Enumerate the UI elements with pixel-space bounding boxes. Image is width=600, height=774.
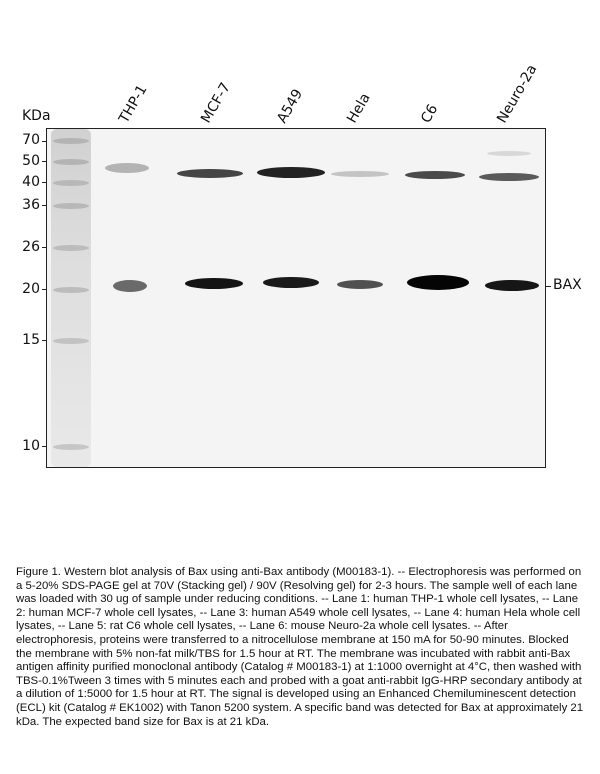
ladder-band — [53, 338, 89, 344]
bax-band-lane5 — [407, 275, 469, 290]
bax-band-lane2 — [185, 278, 243, 289]
lane-label-mcf7: MCF-7 — [198, 80, 234, 126]
bax-band-lane3 — [263, 277, 319, 288]
lane-label-a549: A549 — [274, 86, 307, 126]
bax-band-lane4 — [337, 280, 383, 289]
marker-label: 15 — [22, 332, 40, 348]
bax-band-lane1 — [113, 280, 147, 292]
ladder-band — [53, 159, 89, 165]
marker-label: 10 — [22, 438, 40, 454]
lane-label-neuro2a: Neuro-2a — [494, 61, 541, 126]
ladder-band — [53, 138, 89, 144]
marker-label: 26 — [22, 239, 40, 255]
ladder-band — [53, 180, 89, 186]
faint-band-lane6 — [487, 151, 531, 156]
ladder-band — [53, 203, 89, 209]
ladder-band — [53, 444, 89, 450]
ladder-band — [53, 245, 89, 251]
bax-label: BAX — [553, 277, 582, 293]
marker-label: 70 — [22, 132, 40, 148]
marker-label: 36 — [22, 197, 40, 213]
kda-axis-title: KDa — [22, 108, 51, 124]
upper-band-lane2 — [177, 169, 243, 178]
upper-band-lane6 — [479, 173, 539, 181]
upper-band-lane5 — [405, 171, 465, 179]
marker-label: 50 — [22, 153, 40, 169]
lane-label-c6: C6 — [418, 101, 442, 126]
figure-caption: Figure 1. Western blot analysis of Bax using anti-Bax antibody (M00183-1). -- Electrophoresis was performed on a 5-20% SDS-PAGE gel at 70V (Stacking gel) / 90V (Resolving gel) for 2-3 hours. The sample well of each lane was loaded with 30 ug of sample under reducing conditions. -- Lane 1: human THP-1 whole cell lysates, -- Lane 2: human MCF-7 whole cell lysates, -- Lane 3: human A549 whole cell lysates, -- Lane 4: human Hela whole cell lysates, -- Lane 5: rat C6 whole cell lysates, -- Lane 6: mouse Neuro-2a whole cell lysates. -- After electrophoresis, proteins were transferred to a nitrocellulose membrane at 150 mA for 50-90 minutes. Blocked the membrane with 5% non-fat milk/TBS for 1.5 hour at RT. The membrane was incubated with rabbit anti-Bax antigen affinity purified monoclonal antibody (Catalog # M00183-1) at 1:1000 overnight at 4°C, then washed with TBS-0.1%Tween 3 times with 5 minutes each and probed with a goat anti-rabbit IgG-HRP secondary antibody at a dilution of 1:5000 for 1.5 hour at RT. The signal is developed using an Enhanced Chemiluminescent detection (ECL) kit (Catalog # EK1002) with Tanon 5200 system. A specific band was detected for Bax at approximately 21 kDa. The expected band size for Bax is at 21 kDa. — [16, 566, 584, 728]
marker-label: 20 — [22, 281, 40, 297]
lane-label-hela: Hela — [344, 90, 374, 126]
upper-band-lane3 — [257, 167, 325, 178]
bax-band-lane6 — [485, 280, 539, 291]
upper-band-lane4 — [331, 171, 389, 177]
upper-band-lane1 — [105, 163, 149, 173]
blot-membrane — [46, 128, 546, 468]
bax-pointer-line — [545, 286, 551, 287]
marker-label: 40 — [22, 174, 40, 190]
lane-label-thp1: THP-1 — [116, 82, 151, 126]
ladder-band — [53, 287, 89, 293]
